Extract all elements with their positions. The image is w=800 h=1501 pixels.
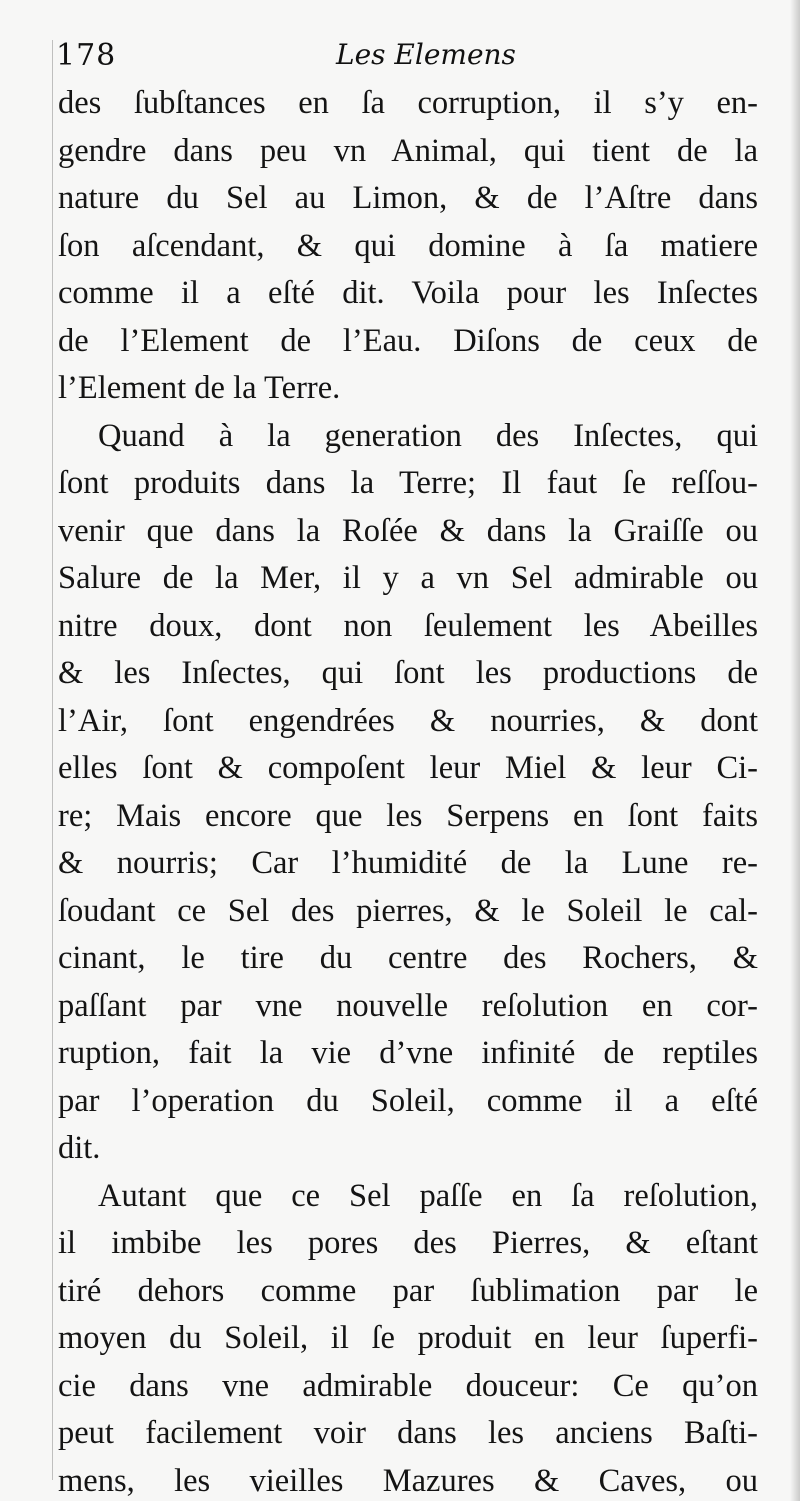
text-line: dit. bbox=[58, 1130, 101, 1166]
text-line: ruption, fait la vie d’vne infinité de reptiles bbox=[58, 1035, 758, 1071]
text-line: tiré dehors comme par ſublimation par le bbox=[58, 1272, 758, 1309]
text-line: nature du Sel au Limon, & de l’Aſtre dans bbox=[58, 180, 758, 216]
text-line: Salure de la Mer, il y a vn Sel admirable ou bbox=[58, 560, 758, 596]
text-line: comme il a eſté dit. Voila pour les Inſectes bbox=[58, 275, 758, 311]
page-number: 178 bbox=[56, 38, 117, 73]
text-line: venir que dans la Roſée & dans la Graiſſe ou bbox=[58, 512, 758, 549]
text-line: ſoudant ce Sel des pierres, & le Soleil le cal- bbox=[58, 892, 758, 929]
text-line: moyen du Soleil, il ſe produit en leur ſuperfi- bbox=[58, 1320, 758, 1356]
text-line: elles ſont & compoſent leur Miel & leur Ci- bbox=[58, 750, 758, 786]
text-line: l’Element de la Terre. bbox=[58, 370, 341, 406]
text-line: il imbibe les pores des Pierres, & eſtant bbox=[58, 1225, 758, 1261]
text-line: cie dans vne admirable douceur: Ce qu’on bbox=[58, 1367, 758, 1404]
page-edge-shadow bbox=[790, 0, 800, 1501]
gutter-rule bbox=[52, 40, 53, 1480]
text-line: & les Inſectes, qui ſont les productions de bbox=[58, 655, 758, 691]
text-line: nitre doux, dont non ſeulement les Abeilles bbox=[58, 607, 758, 644]
running-head: Les Elemens bbox=[336, 38, 516, 71]
text-line: l’Air, ſont engendrées & nourries, & dont bbox=[58, 702, 758, 739]
text-line: re; Mais encore que les Serpens en ſont faits bbox=[58, 797, 758, 834]
text-line: ſont produits dans la Terre; Il faut ſe reſſou- bbox=[58, 465, 758, 501]
text-line: par l’operation du Soleil, comme il a eſté bbox=[58, 1082, 758, 1119]
text-line: de l’Element de l’Eau. Diſons de ceux de bbox=[58, 322, 758, 359]
text-line: cinant, le tire du centre des Rochers, & bbox=[58, 940, 758, 976]
text-line: Autant que ce Sel paſſe en ſa reſolution, bbox=[98, 1177, 758, 1214]
text-line: paſſant par vne nouvelle reſolution en cor- bbox=[58, 987, 758, 1024]
text-line: mens, les vieilles Mazures & Caves, ou bbox=[58, 1462, 758, 1499]
text-line: Quand à la generation des Inſectes, qui bbox=[98, 417, 758, 454]
body-text bbox=[58, 80, 758, 1501]
text-line: ſon aſcendant, & qui domine à ſa matiere bbox=[58, 227, 758, 264]
text-line: gendre dans peu vn Animal, qui tient de la bbox=[58, 132, 758, 169]
page-header bbox=[56, 38, 756, 82]
text-line: peut facilement voir dans les anciens Baſti- bbox=[58, 1415, 758, 1451]
text-line: des ſubſtances en ſa corruption, il s’y en- bbox=[58, 85, 758, 121]
text-line: & nourris; Car l’humidité de la Lune re- bbox=[58, 845, 758, 881]
